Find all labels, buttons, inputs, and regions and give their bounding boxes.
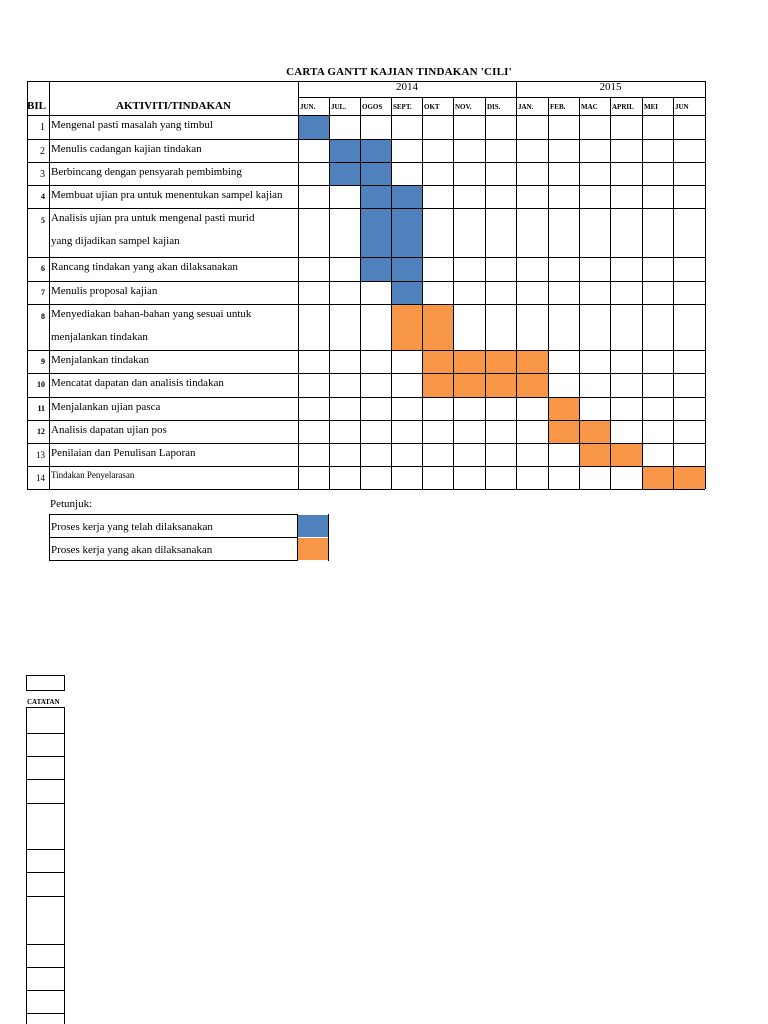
gantt-bar-planned	[642, 466, 673, 489]
activity-label-thirteen: Penilaian dan Penulisan Laporan	[51, 447, 196, 459]
activity-label-eight: menjalankan tindakan	[51, 331, 148, 343]
month-label: OKT	[424, 103, 440, 111]
gantt-bar-planned	[422, 350, 453, 373]
activity-number: 11	[37, 404, 45, 413]
chart-title: CARTA GANTT KAJIAN TINDAKAN 'CILI'	[286, 66, 512, 78]
gantt-bar-planned	[422, 304, 453, 350]
activity-label-two: Menulis cadangan kajian tindakan	[51, 143, 202, 155]
activity-number: 6	[41, 264, 45, 273]
month-label: DIS.	[487, 103, 501, 111]
activity-label-ten: Mencatat dapatan dan analisis tindakan	[51, 377, 224, 389]
gantt-bar-done	[360, 208, 391, 257]
activity-label-three: Berbincang dengan pensyarah pembimbing	[51, 166, 242, 178]
gantt-bar-planned	[485, 373, 516, 397]
gantt-bar-done	[329, 139, 360, 162]
activity-number: 7	[41, 288, 45, 297]
gantt-bar-done	[360, 185, 391, 208]
gantt-bar-done	[329, 162, 360, 185]
activity-label-twelve: Analisis dapatan ujian pos	[51, 424, 167, 436]
activity-number: 8	[41, 312, 45, 321]
gantt-bar-done	[360, 139, 391, 162]
activity-number: 13	[36, 450, 45, 460]
month-label: FEB.	[550, 103, 566, 111]
gantt-bar-done	[298, 115, 329, 139]
gantt-bar-planned	[516, 373, 548, 397]
month-label: JUN.	[300, 103, 316, 111]
gantt-bar-done	[391, 208, 422, 257]
activity-label-seven: Menulis proposal kajian	[51, 285, 158, 297]
gantt-bar-done	[360, 257, 391, 281]
gantt-bar-planned	[422, 373, 453, 397]
activity-number: 10	[37, 380, 45, 389]
legend-label-planned: Proses kerja yang akan dilaksanakan	[51, 544, 213, 556]
activity-number: 2	[40, 146, 45, 157]
activity-label-one: Mengenal pasti masalah yang timbul	[51, 119, 213, 131]
activity-number: 4	[41, 192, 45, 201]
legend-label-done: Proses kerja yang telah dilaksanakan	[51, 521, 213, 533]
gantt-bar-planned	[453, 350, 485, 373]
gantt-bar-planned	[453, 373, 485, 397]
legend-swatch-done	[298, 515, 328, 537]
activity-label-fourteen: Tindakan Penyelarasan	[51, 470, 135, 480]
gantt-bar-planned	[579, 420, 610, 443]
gantt-bar-planned	[516, 350, 548, 373]
legend-swatch-planned	[298, 538, 328, 560]
legend-title: Petunjuk:	[50, 498, 93, 510]
year-label-2014: 2014	[396, 81, 418, 93]
gantt-bar-done	[391, 281, 422, 304]
activity-number: 14	[36, 473, 45, 483]
notes-label: CATATAN	[27, 698, 60, 706]
activity-label-five: Analisis ujian pra untuk mengenal pasti murid	[51, 212, 255, 224]
month-label: JUN	[675, 103, 689, 111]
month-label: SEPT.	[393, 103, 412, 111]
month-label: JAN.	[518, 103, 534, 111]
bil-header: BIL	[27, 100, 46, 112]
activity-label-nine: Menjalankan tindakan	[51, 354, 150, 366]
gantt-bar-done	[391, 257, 422, 281]
gantt-bar-done	[360, 162, 391, 185]
activity-number: 5	[41, 216, 45, 225]
month-label: MAC	[581, 103, 598, 111]
month-label: MEI	[644, 103, 658, 111]
year-label-2015: 2015	[599, 81, 622, 93]
activity-number: 9	[41, 357, 45, 366]
activity-label-six: Rancang tindakan yang akan dilaksanakan	[51, 261, 238, 273]
activity-number: 3	[40, 169, 45, 180]
notes-top-box	[27, 676, 65, 691]
month-label: APRIL	[612, 103, 634, 111]
gantt-bar-planned	[548, 420, 579, 443]
gantt-bar-planned	[548, 397, 579, 420]
gantt-bar-planned	[485, 350, 516, 373]
gantt-bar-planned	[579, 443, 610, 466]
activity-header: AKTIVITI/TINDAKAN	[116, 100, 231, 112]
gantt-bar-planned	[610, 443, 642, 466]
gantt-bar-planned	[673, 466, 705, 489]
gantt-bar-planned	[391, 304, 422, 350]
month-label: NOV.	[455, 103, 472, 111]
activity-label-four: Membuat ujian pra untuk menentukan sampel kajian	[51, 189, 283, 201]
activity-label-eight: Menyediakan bahan-bahan yang sesuai untuk	[51, 308, 252, 320]
month-label: OGOS	[362, 103, 383, 111]
activity-number: 1	[40, 122, 45, 133]
month-label: JUL.	[331, 103, 346, 111]
activity-number: 12	[37, 427, 45, 436]
activity-label-five: yang dijadikan sampel kajian	[51, 235, 180, 247]
gantt-bar-done	[391, 185, 422, 208]
activity-label-eleven: Menjalankan ujian pasca	[51, 401, 161, 413]
